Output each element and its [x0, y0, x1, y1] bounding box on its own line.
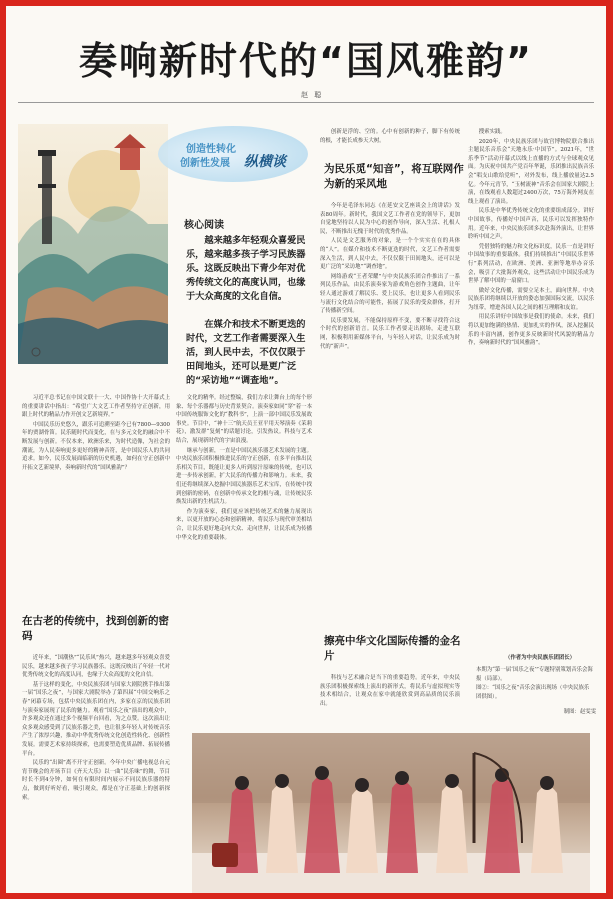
col1-paragraph-3: 近年来，“国潮热”“民乐风”热兴，越来越多年轻观众喜爱民乐，越来越多孩子学习民族器乐。这既反映出了年轻一代对优秀传统文化的高度认同，也缘于大众高度的文化自信。	[22, 655, 170, 679]
col4-paragraph-5: 做好文化传播，需要立足本土，面向世界。中央民族乐团将继续以开放的姿态加强国际交流，以民乐为纽带，增进各国人民之间的相互理解和友谊。	[468, 287, 594, 311]
column-badge	[158, 126, 308, 188]
column-1-top	[22, 394, 170, 506]
core-reading-paragraph-2: 在媒介和技术不断更迭的时代，文艺工作者需要深入生活，到人民中去，不仅仅限于田间地头，还可以是更广泛的“采访地”“调查地”。	[186, 319, 306, 386]
col1-paragraph-5: 民乐的“出圈”离不开守正创新。今年中央广播电视总台元宵节晚会的开场节目《齐天大乐》以一曲“民乐味”的舞，节目时长不到4分钟，如何在有限时间内展示不同民族乐器的特点，做到好听好看，吸引观众，都是在守正基础上的创新探索。	[22, 760, 170, 801]
col4-paragraph-3: 民乐是中华优秀传统文化的重要组成部分。讲好中国故事，传播好中国声音，民乐可以发挥独特作用。近年来，中央民族乐团多次赴海外演出，让世界聆听中国之声。	[468, 208, 594, 241]
photo-intro-note: 本期为“第一届‘国乐之夜’”专题特别策划音乐会海报（局部）。	[476, 667, 593, 682]
concert-performance-photo	[192, 733, 590, 893]
article-byline: 赵 聪	[301, 91, 324, 99]
col3-paragraph-4: 网络游戏“王者荣耀”与中央民族乐团合作推出了一系列民乐作品，由民乐演奏家为游戏角色创作主题曲，让年轻人通过游戏了解民乐、爱上民乐，也让更多人看到民乐与流行文化结合的可能性，拓展了民乐的受众群体，打开了传播新空间。	[320, 273, 460, 315]
col1-paragraph-4: 基于这样的变化，中央民族乐团与国家大剧院携手推出第一届“国乐之夜”，与国家大剧院举办了第四届“中国交响乐之春”闭幕专场，包括中央民族乐团在内，多家在京的民族乐团与演奏家展现了民乐的魅力。观看“国乐之夜”演出的观众中，许多观众还在通过多个视频平台回看，为之点赞。这次演出让众多观众感受到了民族乐器之美，也让很多年轻人对传统音乐产生了浓厚兴趣，推动中华优秀传统文化创造性转化、创新性发展。需要艺术家持续探索，也需要塑造优质品牌、拓展传播平台。	[22, 681, 170, 757]
core-reading-paragraph-1: 越来越多年轻观众喜爱民乐，越来越多孩子学习民族器乐。这既反映出下青少年对优秀传统文化的高度认同，也缘于大众高度的文化自信。	[186, 235, 306, 302]
col3-paragraph-3: 人民是文艺服务的对象，是一个个实实在在的具体的“人”。在媒介和技术不断更迭的时代，文艺工作者需要深入生活，到人民中去，不仅仅限于田间地头，还可以是更广泛的“采访地”“调查地”。	[320, 238, 460, 271]
editor-credit: 制图：赵雯雯	[563, 709, 596, 715]
core-reading-heading: 核心阅读	[184, 220, 224, 231]
badge-line-2: 创新性发展	[180, 158, 230, 169]
col3-paragraph-6: 科技与艺术融合是当下的重要趋势。近年来，中央民族乐团积极探索线上演出的新形式，将民乐与虚拟现实等技术相结合，让观众在家中就能欣赏到高品质的民乐演出。	[320, 675, 460, 707]
badge-line-3: 纵横谈	[244, 154, 286, 170]
col1-subheading: 在古老的传统中，找到创新的密码	[22, 615, 169, 642]
column-1-bottom	[22, 654, 170, 894]
col4-paragraph-4: 凭借独特的魅力和文化标识度，民乐一直是讲好中国故事的重要载体。我们持续推出“中国民乐世界行”系列活动，在欧洲、美洲、亚洲等地举办音乐会，吸引了大批海外观众，这些活动让中国民乐成为世界了解中国的一扇窗口。	[468, 243, 594, 285]
col1-paragraph-2: 中国民乐历史悠久，跟乐可追溯至距今已有7800—9300年的贾湖骨笛。民乐随时代而变化，在与多元文化的融合中不断发展与创新。不仅本来，欧洲乐来，为时代造像，为社会的潮流，为人民奏响更多更好的精神音符，是中国民乐人的共同追求。如今，民乐发展面临新的历史机遇，如何在守正创新中开拓文艺新境界，奏响新时代的“国风雅韵”？	[22, 421, 170, 471]
column-3-bottom	[320, 674, 460, 726]
col3-paragraph-2: 今年是毛泽东同志《在延安文艺座谈会上的讲话》发表80周年。新时代，我国文艺工作者在党的领导下，更加自觉地坚持以人民为中心的创作导向，深入生活、扎根人民，不断推出无愧于时代的优秀作品。	[320, 203, 460, 235]
col3-paragraph-5: 民乐要发展，不能保持原样不变，要不断寻找符合这个时代的创新语言。民乐工作者要走出剧场，走进互联网，积极利用新媒体平台，与年轻人对话，让民乐成为时代的“新声”。	[320, 317, 460, 350]
performers-illustration	[192, 733, 590, 893]
column-2	[176, 394, 312, 728]
col4-paragraph-6: 用民乐讲好中国故事是我们的使命。未来，我们将以更加饱满的热情、更加扎实的作风，深入挖掘民乐的丰富内涵，创作更多反映新时代风貌的精品力作，奏响新时代的“国风雅韵”。	[468, 314, 594, 347]
col3-paragraph-1: 创新是浮的、空的。心中有创新的种子，脚下有传统的根，才能长成参天大树。	[320, 129, 460, 144]
badge-line-1: 创造性转化	[186, 144, 236, 155]
title-rule	[18, 102, 594, 103]
col2-paragraph-1: 文化的精华。经过整编，我们力求让舞台上的每个形象、每个乐器都与历史背景契合。演奏家如同“穿”着一本中国传统服饰文化的“教科书”，上演一部中国民乐发展故事史。节目中，“神十三”航天员王亚平用天琴演奏《茉莉花》，激发群“复刻”的话题讨论，引发热议。科技与艺术结合，展现新时代的宇宙浪漫。	[176, 395, 312, 444]
col3-subheading-2: 擦亮中华文化国际传播的金名片	[324, 635, 461, 662]
col1-paragraph-1: 习近平总书记在中国文联十一大、中国作协十大开幕式上的重要讲话中指出：“希望广大文艺工作者坚持守正创新，用跟上时代的精品力作开创文艺新境界。”	[22, 395, 170, 419]
column-3-top	[320, 128, 460, 150]
photo-caption-note: 图②：“国乐之夜”音乐会演出现场（中央民族乐团供图）。	[476, 685, 590, 700]
col2-paragraph-3: 作为演奏家，我们更应该把传统艺术的魅力展现出来，以更开放的心态和创新精神，将民乐与现代审美相结合，让民乐更好地走向大众、走向世界，让民乐成为传播中华文化的重要载体。	[176, 508, 312, 541]
column-3-middle	[320, 202, 460, 612]
col3-subheading-1: 为民乐觅“知音”，将互联网作为新的采风地	[324, 163, 464, 190]
author-note: （作者为中央民族乐团团长）	[504, 655, 576, 661]
illustration-art	[18, 124, 168, 364]
traditional-landscape-illustration	[18, 124, 168, 364]
column-4	[468, 128, 594, 628]
col4-paragraph-2: 2020年，中央民族乐团与故宫博物院联合推出主题民乐音乐会“天地永乐·中国节”。2021年，“世乐季节”活动开幕式以线上直播的方式与全球观众见面。为庆祝中国共产党百年华诞，乐团推出民族音乐会“唱支山歌给党听”，对外发布，线上播放量达2.5亿。今年元宵节，“玉树流神”音乐会在国家大剧院上演，在线观看人数超过2400万次，75万海外网友在线上观看了演出。	[468, 138, 594, 205]
col2-paragraph-2: 继承与创新，一直是中国民族乐器艺术发展的主题。中央民族乐团积极推进民乐的守正创新，在多平台推出民乐相关节目，既能让更多人听到原汁原味的传统，也可以进一步传承创新，扩大民乐的传播力和影响力。未来，我们还将继续深入挖掘中国民族器乐艺术宝库，在传统中找到创新的密码，在创新中传承文化的根与魂，让传统民乐焕发出新的生机活力。	[176, 447, 312, 506]
article-title: 奏响新时代的“国风雅韵”	[79, 39, 533, 83]
col4-paragraph-1: 搜索实践。	[478, 129, 506, 135]
